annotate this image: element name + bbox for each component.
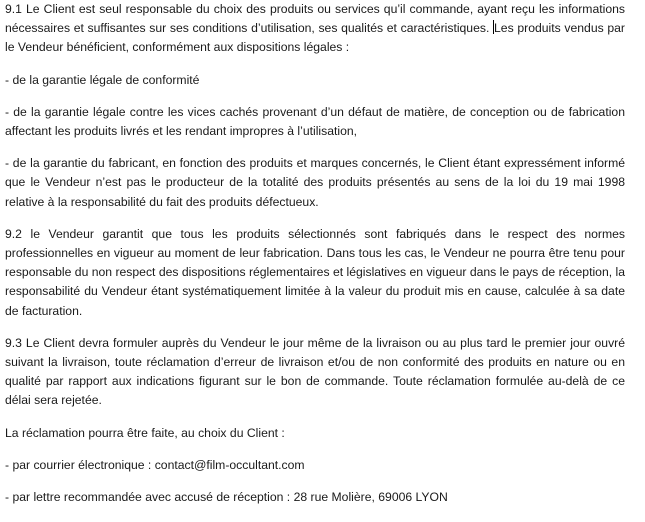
paragraph-9-2: 9.2 le Vendeur garantit que tous les produits sélectionnés sont fabriqués dans le respect des normes professionnelles en vigueur au moment de leur fabrication. Dans tous les cas, le Vendeur ne pourra être tenu pour responsable du non respect des dispositions réglementaires et législatives en vigueur dans le pays de réception, la responsabilité du Vendeur étant systématiquement limitée à la valeur du produit mis en cause, calculée à sa date de facturation. [5, 226, 625, 318]
paragraph-9-3: 9.3 Le Client devra formuler auprès du Vendeur le jour même de la livraison ou au plus tard le premier jour ouvré suivant la livraison, toute réclamation d’erreur de livraison et/ou de non conformité des produits en nature ou en qualité par rapport aux indications figurant sur le bon de commande. Toute réclamation formulée au-delà de ce délai sera rejetée. [5, 335, 625, 408]
list-item-manufacturer-warranty: - de la garantie du fabricant, en fonction des produits et marques concernés, le Client étant expressément informé que le Vendeur n’est pas le producteur de la totalité des produits présentés au sens de la loi du 19 mai 1998 relative à la responsabilité du fait des produits défectueux. [5, 156, 625, 209]
paragraph-9-1-text-continued: Les produits vendus par le Vendeur bénéficient, conformément aux dispositions légales : [5, 21, 625, 55]
paragraph-claim-intro: La réclamation pourra être faite, au choix du Client : [5, 425, 285, 440]
list-item-hidden-defects: - de la garantie légale contre les vices cachés provenant d’un défaut de matière, de conception ou de fabrication affectant les produits livrés et les rendant impropres à l’utilisation, [5, 104, 625, 139]
list-item-email: - par courrier électronique : contact@film-occultant.com [5, 457, 305, 472]
list-item-legal-conformity: - de la garantie légale de conformité [5, 72, 200, 87]
list-item-registered-letter: - par lettre recommandée avec accusé de réception : 28 rue Molière, 69006 LYON [5, 490, 448, 505]
paragraph-9-1-text: 9.1 Le Client est seul responsable du choix des produits ou services qu’il commande, ayant reçu les informations nécessaires et suffisantes sur ses conditions d’utilisation, ses qualités et caractéristiques. [5, 2, 625, 36]
document-body[interactable] [5, 0, 625, 507]
paragraph-9-1 [5, 0, 625, 58]
